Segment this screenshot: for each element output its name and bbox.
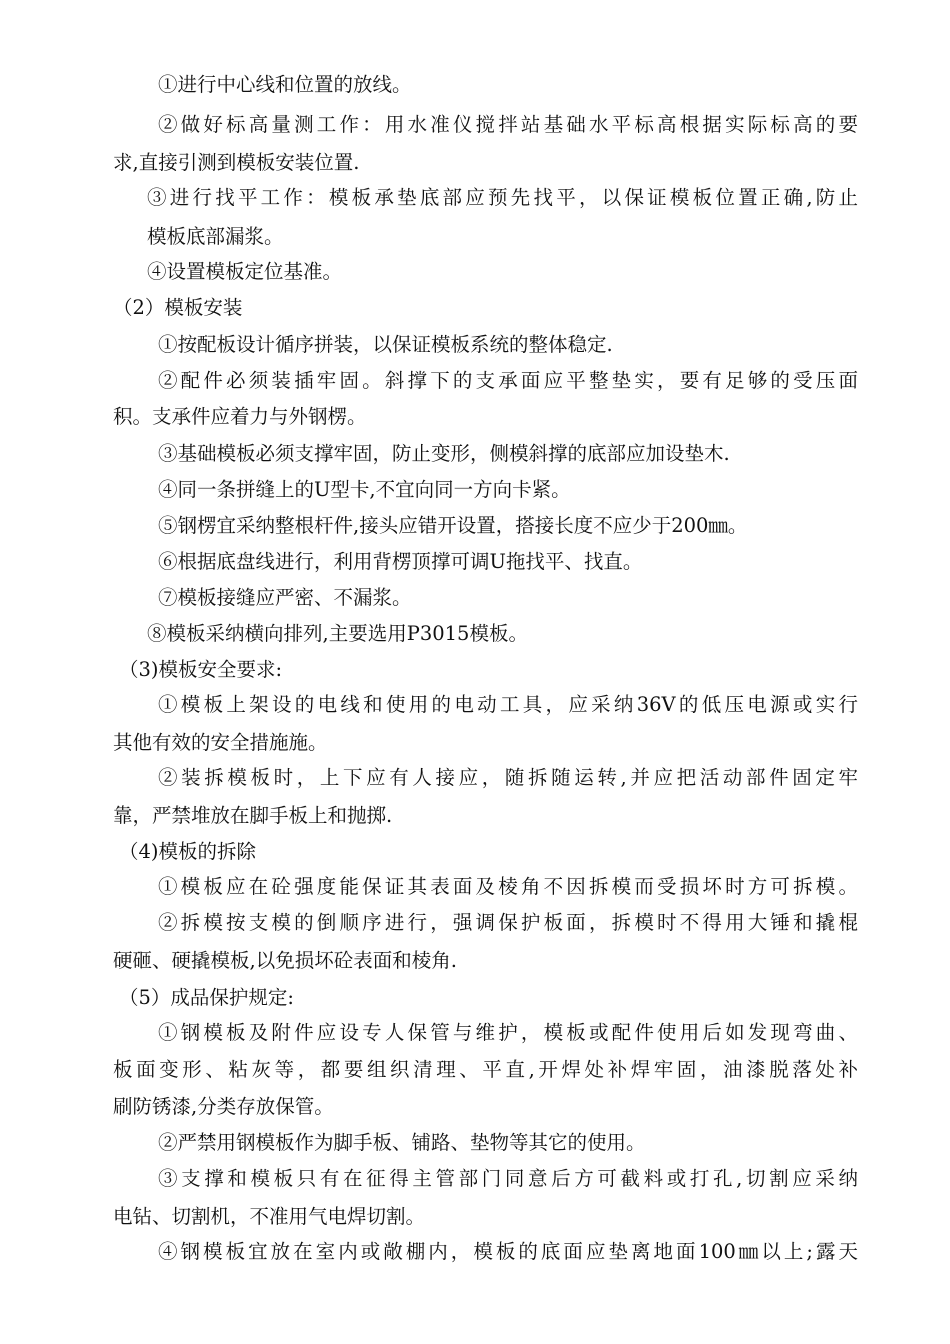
section-heading: （3)模板安全要求: (119, 658, 283, 681)
section-heading: （5）成品保护规定: (119, 986, 294, 1009)
text-line: ⑧模板采纳横向排列,主要选用P3015模板。 (147, 622, 528, 645)
section-heading: （4)模板的拆除 (119, 840, 257, 863)
text-line: ②做好标高量测工作：用水准仪搅拌站基础水平标高根据实际标高的要 (158, 113, 858, 136)
text-line: 其他有效的安全措施施。 (113, 731, 328, 754)
text-line: ⑤钢楞宜采纳整根杆件,接头应错开设置，搭接长度不应少于200㎜。 (158, 514, 748, 537)
text-line: 求,直接引测到模板安装位置. (113, 151, 360, 174)
text-line: ④设置模板定位基准。 (147, 260, 343, 283)
text-line: 电钻、切割机，不准用气电焊切割。 (113, 1205, 426, 1228)
text-line: ③基础模板必须支撑牢固，防止变形，侧模斜撑的底部应加设垫木. (158, 442, 730, 465)
text-line: 模板底部漏浆。 (147, 225, 284, 248)
text-line: 刷防锈漆,分类存放保管。 (113, 1095, 334, 1118)
text-line: ①模板应在砼强度能保证其表面及棱角不因拆模而受损坏时方可拆模。 (158, 875, 858, 898)
text-line: ⑥根据底盘线进行，利用背楞顶撑可调U拖找平、找直。 (158, 550, 643, 573)
text-line: ②装拆模板时，上下应有人接应，随拆随运转,并应把活动部件固定牢 (158, 766, 858, 789)
text-line: ①模板上架设的电线和使用的电动工具，应采纳36V的低压电源或实行 (158, 693, 858, 716)
text-line: ②严禁用钢模板作为脚手板、铺路、垫物等其它的使用。 (158, 1131, 646, 1154)
text-line: 积。支承件应着力与外钢楞。 (113, 405, 367, 428)
text-line: 板面变形、粘灰等，都要组织清理、平直,开焊处补焊牢固，油漆脱落处补 (113, 1058, 858, 1081)
text-line: 硬砸、硬撬模板,以免损坏砼表面和棱角. (113, 949, 457, 972)
text-line: ①进行中心线和位置的放线。 (158, 73, 412, 96)
text-line: ①按配板设计循序拼装，以保证模板系统的整体稳定. (158, 333, 613, 356)
text-line: ①钢模板及附件应设专人保管与维护，模板或配件使用后如发现弯曲、 (158, 1021, 858, 1044)
text-line: ②拆模按支模的倒顺序进行，强调保护板面，拆模时不得用大锤和撬棍 (158, 911, 858, 934)
text-line: ④同一条拼缝上的U型卡,不宜向同一方向卡紧。 (158, 478, 571, 501)
text-line: ②配件必须装插牢固。斜撑下的支承面应平整垫实，要有足够的受压面 (158, 369, 858, 392)
text-line: 靠，严禁堆放在脚手板上和抛掷. (113, 804, 393, 827)
text-line: ④钢模板宜放在室内或敞棚内，模板的底面应垫离地面100㎜以上;露天 (158, 1240, 858, 1263)
text-line: ③支撑和模板只有在征得主管部门同意后方可截料或打孔,切割应采纳 (158, 1167, 858, 1190)
text-line: ③进行找平工作：模板承垫底部应预先找平，以保证模板位置正确,防止 (147, 186, 858, 209)
section-heading: （2）模板安装 (113, 296, 243, 319)
text-line: ⑦模板接缝应严密、不漏浆。 (158, 586, 412, 609)
